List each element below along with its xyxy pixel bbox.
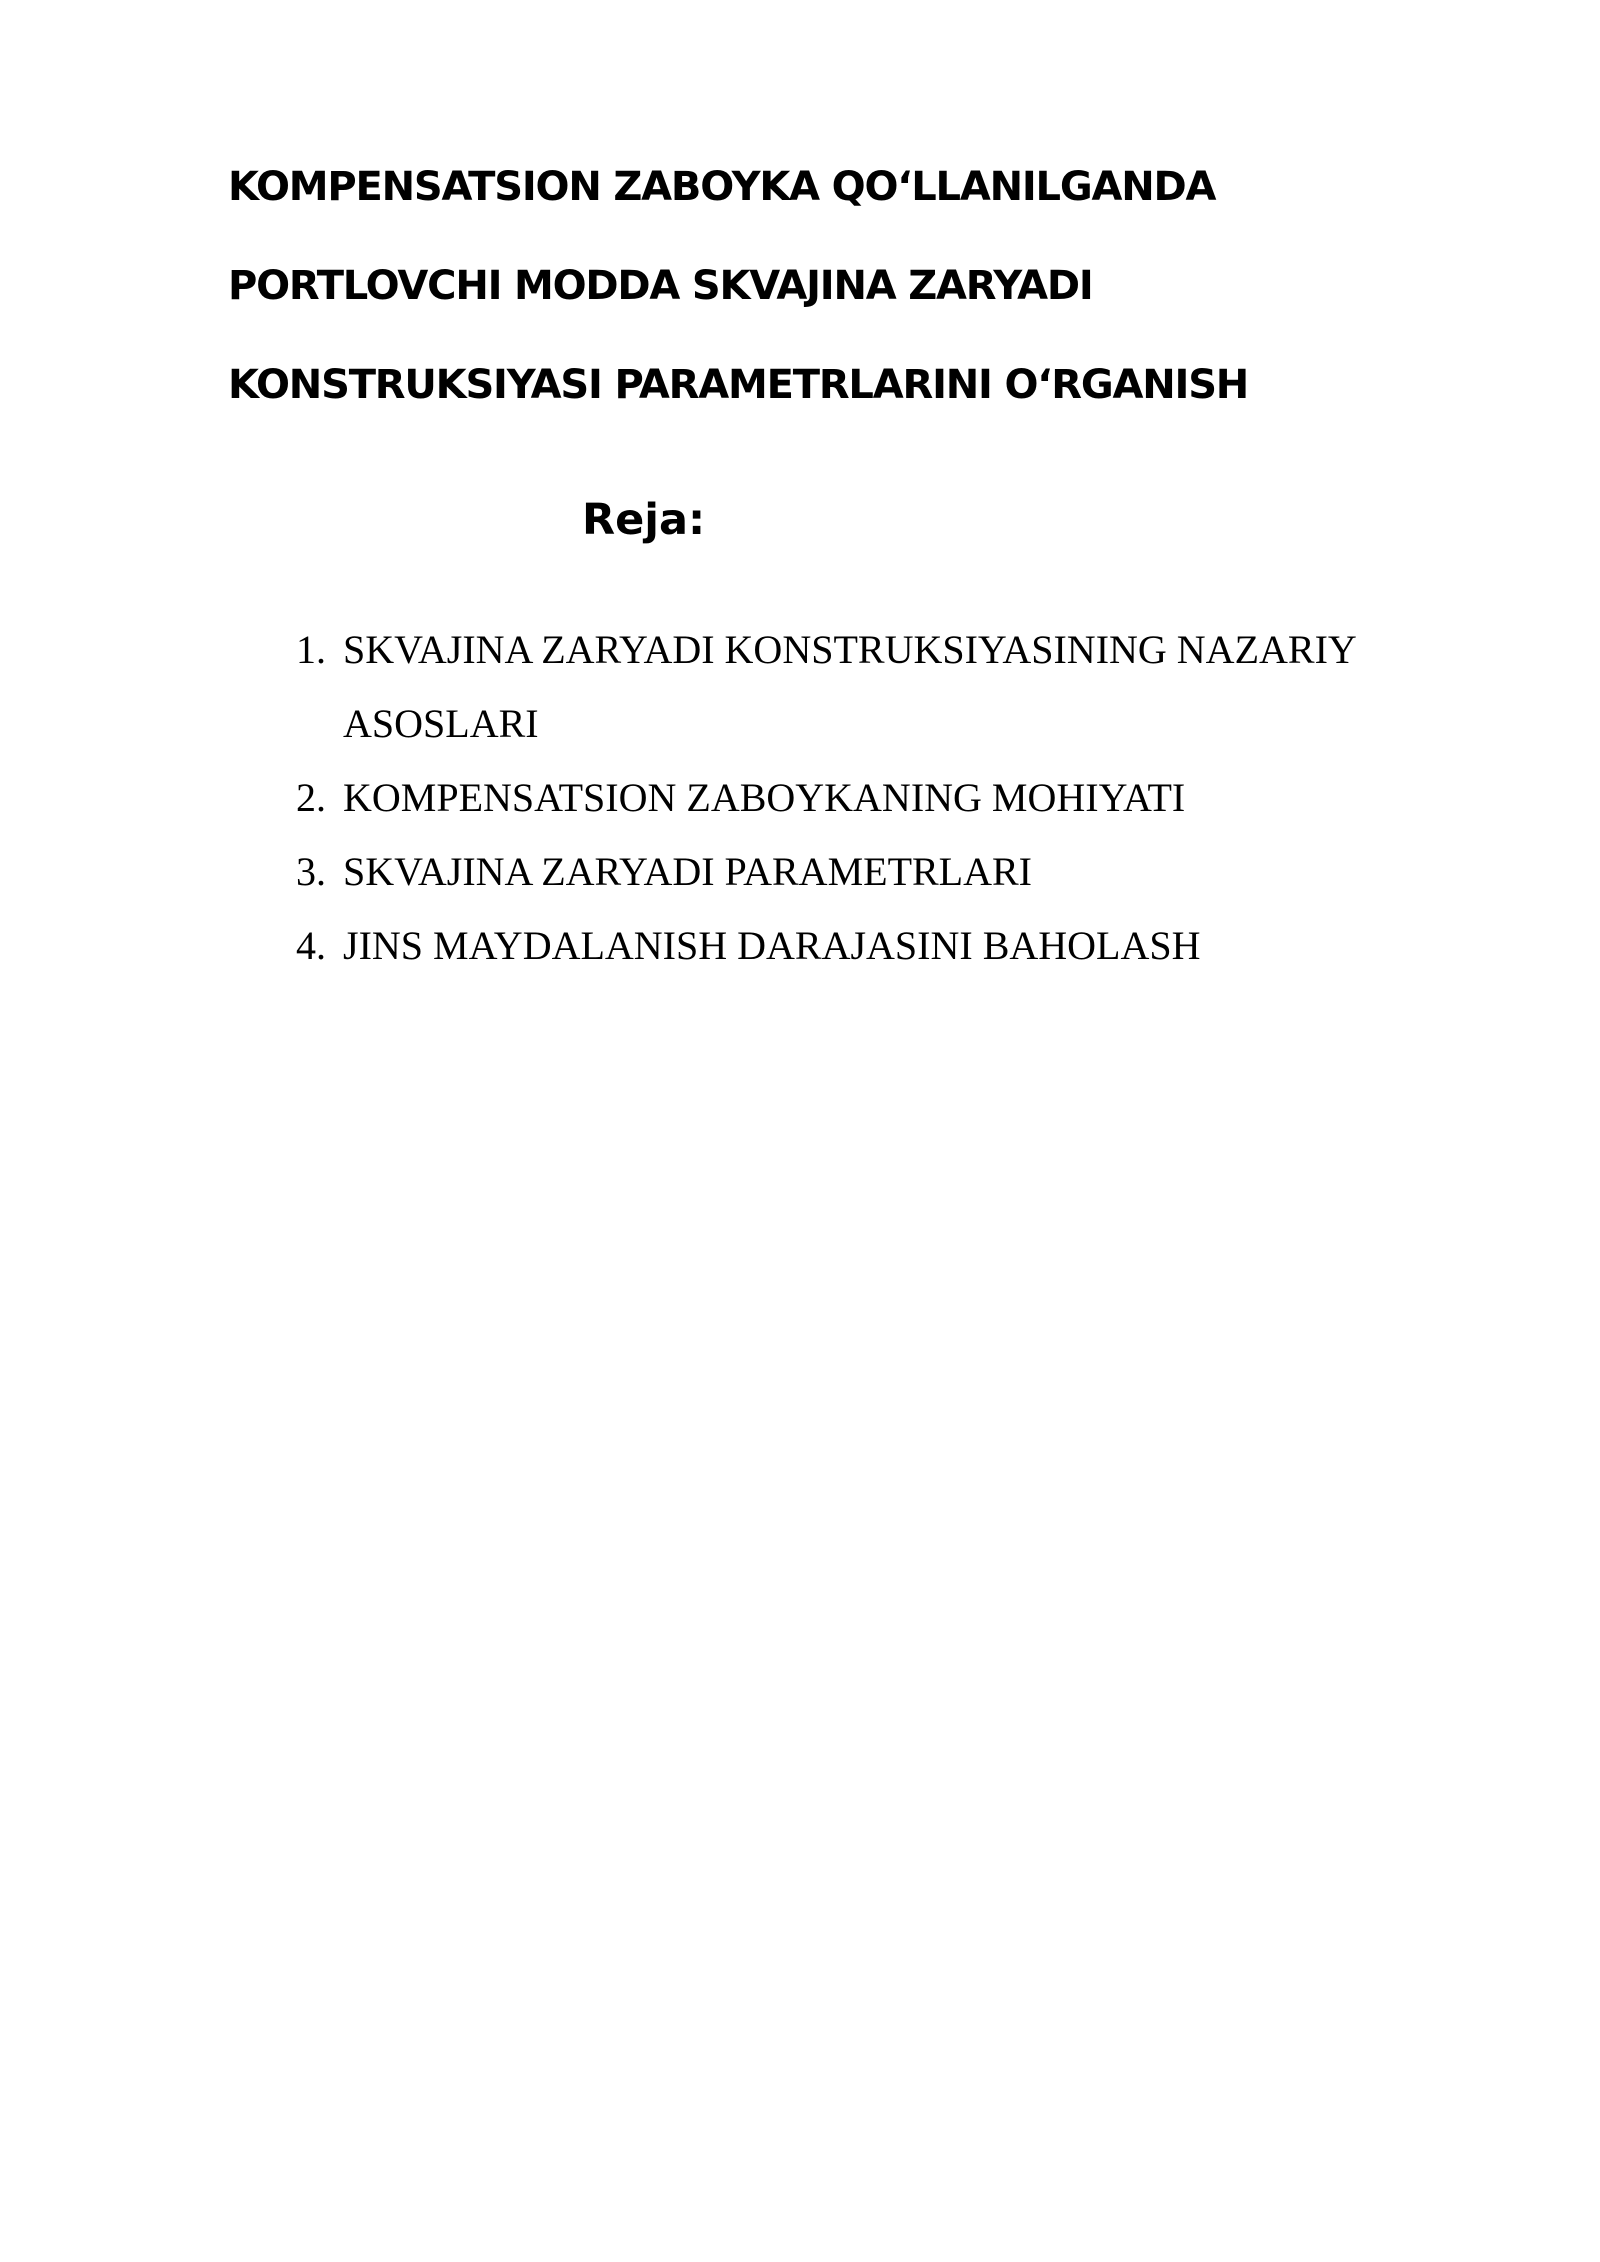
plan-item-1	[270, 613, 1500, 761]
plan-item-2	[270, 761, 1500, 835]
plan-item-text: JINS MAYDALANISH DARAJASINI BAHOLASH	[343, 923, 1201, 968]
title-line-3: KONSTRUKSIYASI PARAMETRLARINI O‘RGANISH	[228, 362, 1249, 408]
plan-item-4	[270, 909, 1500, 983]
plan-item-number: 3.	[296, 849, 326, 894]
document-title	[228, 155, 1428, 452]
plan-item-number: 1.	[296, 627, 326, 672]
plan-list	[270, 613, 1500, 983]
plan-item-3	[270, 835, 1500, 909]
plan-item-number: 4.	[296, 923, 326, 968]
plan-item-text: SKVAJINA ZARYADI PARAMETRLARI	[343, 849, 1033, 894]
title-line-2: PORTLOVCHI MODDA SKVAJINA ZARYADI	[228, 263, 1093, 309]
plan-item-text: SKVAJINA ZARYADI KONSTRUKSIYASINING NAZARIY ASOSLARI	[343, 627, 1356, 746]
plan-item-number: 2.	[296, 775, 326, 820]
plan-item-text: KOMPENSATSION ZABOYKANING MOHIYATI	[343, 775, 1186, 820]
title-line-1: KOMPENSATSION ZABOYKA QO‘LLANILGANDA	[228, 164, 1216, 210]
plan-heading: Reja:	[582, 495, 706, 545]
